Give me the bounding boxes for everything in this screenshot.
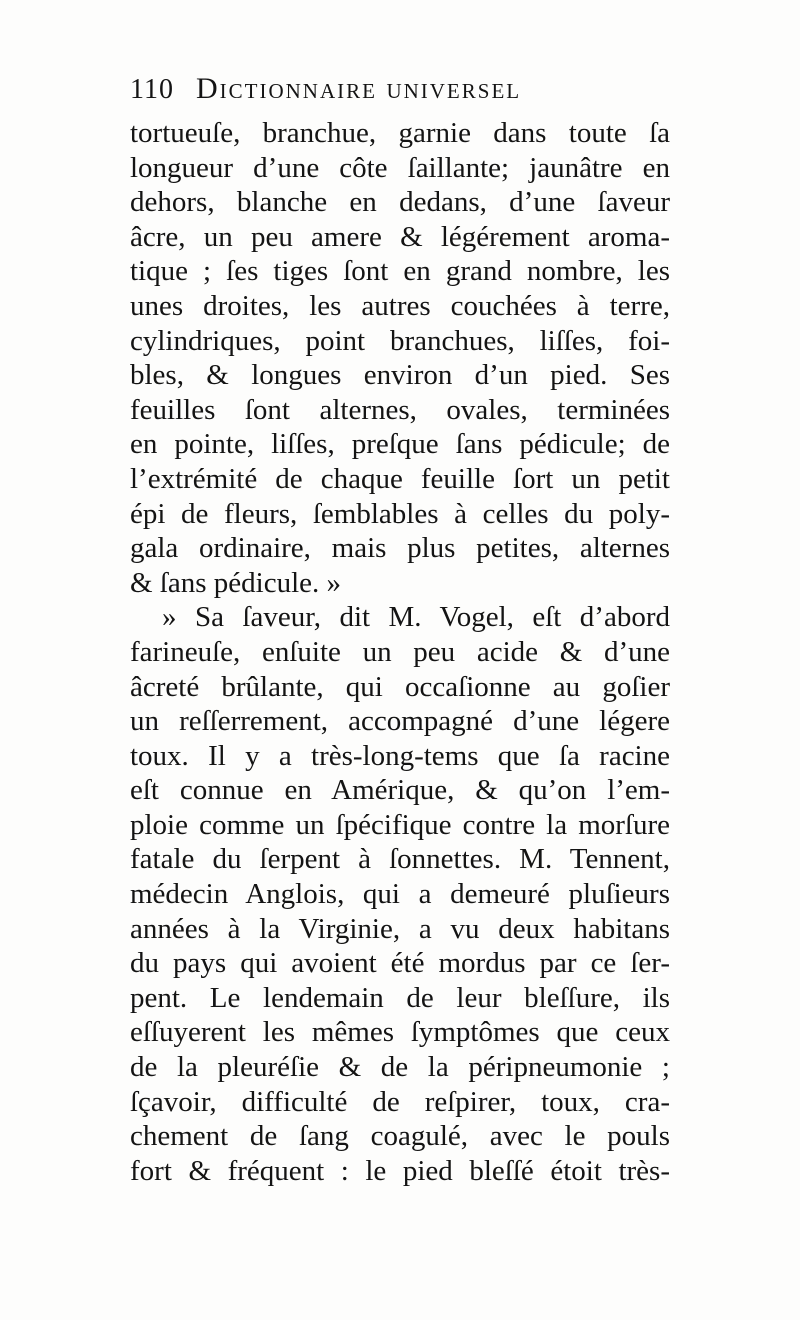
- page-number: 110: [130, 74, 174, 105]
- text-line: longueur d’une côte ſaillante; jaunâtre en: [130, 151, 670, 184]
- text-line: tique ; ſes tiges ſont en grand nombre, les: [130, 255, 670, 288]
- text-line: âcre, un peu amere & légérement aroma-: [130, 220, 670, 253]
- text-line: cylindriques, point branchues, liſſes, foi-: [130, 324, 670, 357]
- text-line: eſt connue en Amérique, & qu’on l’em-: [130, 774, 670, 807]
- text-line: dehors, blanche en dedans, d’une ſaveur: [130, 186, 670, 219]
- text-line: l’extrémité de chaque feuille ſort un petit: [130, 462, 670, 495]
- text-line: fort & fréquent : le pied bleſſé étoit très-: [130, 1154, 670, 1187]
- text-line: tortueuſe, branchue, garnie dans toute ſa: [130, 117, 670, 149]
- text-line: feuilles ſont alternes, ovales, terminées: [130, 393, 670, 426]
- text-line: en pointe, liſſes, preſque ſans pédicule; de: [130, 428, 670, 461]
- text-line: farineuſe, enſuite un peu acide & d’une: [130, 635, 670, 668]
- text-line: ſçavoir, difficulté de reſpirer, toux, cra-: [130, 1085, 670, 1118]
- text-line: unes droites, les autres couchées à terre,: [130, 289, 670, 322]
- paragraph-start-line: » Sa ſaveur, dit M. Vogel, eſt d’abord: [162, 601, 670, 634]
- text-line: années à la Virginie, a vu deux habitans: [130, 912, 670, 945]
- text-line: chement de ſang coagulé, avec le pouls: [130, 1120, 670, 1153]
- text-line: toux. Il y a très-long-tems que ſa racine: [130, 739, 670, 772]
- text-line: médecin Anglois, qui a demeuré pluſieurs: [130, 878, 670, 911]
- text-line: épi de fleurs, ſemblables à celles du poly-: [130, 497, 670, 530]
- text-line: bles, & longues environ d’un pied. Ses: [130, 359, 670, 392]
- text-line: de la pleuréſie & de la péripneumonie ;: [130, 1051, 670, 1084]
- body-text: [130, 116, 670, 1188]
- text-line: & ſans pédicule. »: [130, 566, 342, 599]
- text-line: eſſuyerent les mêmes ſymptômes que ceux: [130, 1016, 670, 1049]
- running-head: [130, 72, 670, 112]
- text-line: ploie comme un ſpécifique contre la morſure: [130, 808, 670, 841]
- text-line: un reſſerrement, accompagné d’une légere: [130, 705, 670, 738]
- text-line: fatale du ſerpent à ſonnettes. M. Tennent,: [130, 843, 670, 876]
- text-line: âcreté brûlante, qui occaſionne au goſier: [130, 670, 670, 703]
- text-line: gala ordinaire, mais plus petites, alternes: [130, 532, 670, 565]
- running-title: Dictionnaire universel: [195, 72, 522, 105]
- text-line: du pays qui avoient été mordus par ce ſer-: [130, 947, 670, 980]
- text-line: pent. Le lendemain de leur bleſſure, ils: [130, 981, 670, 1014]
